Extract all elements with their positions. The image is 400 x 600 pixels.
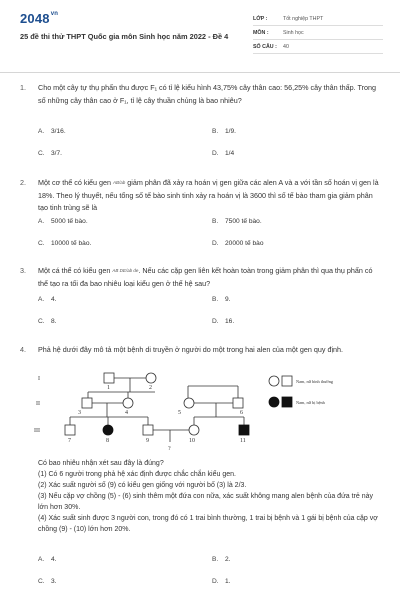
option-text: 3/16. xyxy=(51,128,66,135)
meta-row-count xyxy=(253,40,383,54)
legend-female-affected-icon xyxy=(269,397,279,407)
statement-2: (2) Xác suất người số (9) có kiểu gen giống với người bố (3) là 2/3. xyxy=(38,482,247,489)
genotype-fraction: AB DE/ab de xyxy=(112,268,139,273)
meta-key: SỐ CÂU : xyxy=(253,43,277,50)
option-label: A. xyxy=(38,556,45,563)
question-3 xyxy=(20,265,382,290)
option-b[interactable] xyxy=(212,218,262,225)
pedigree-chart xyxy=(28,362,378,452)
pedigree-id: 9 xyxy=(146,438,149,444)
logo-suffix: vn xyxy=(50,11,59,17)
option-text: 8. xyxy=(51,318,57,325)
option-text: 1/9. xyxy=(225,128,236,135)
option-label: D. xyxy=(212,578,219,585)
question-text xyxy=(38,177,382,215)
option-a[interactable] xyxy=(38,296,57,303)
meta-key: MÔN : xyxy=(253,29,269,36)
pedigree-id: 5 xyxy=(178,410,181,416)
option-text: 2. xyxy=(225,556,231,563)
option-text: 10000 tế bào. xyxy=(51,240,92,247)
pedigree-id: 10 xyxy=(189,438,195,444)
meta-value: Tốt nghiệp THPT xyxy=(283,15,324,22)
option-d[interactable] xyxy=(212,240,264,247)
option-label: A. xyxy=(38,296,45,303)
option-label: B. xyxy=(212,128,219,135)
header xyxy=(0,0,400,62)
option-label: D. xyxy=(212,150,219,157)
option-text: 1/4 xyxy=(225,150,235,157)
site-logo[interactable] xyxy=(20,11,58,26)
pedigree-id: 6 xyxy=(240,410,243,416)
question-text-part: . Nếu các cặp gen liên kết hoàn toàn trong giảm phân thì qua thụ phấn có thể tạo ra tối đa bao nhiêu loại kiểu gen ở thế hệ sau? xyxy=(38,266,373,288)
exam-title: 25 đề thi thử THPT Quốc gia môn Sinh học năm 2022 - Đề 4 xyxy=(20,32,229,41)
option-b[interactable] xyxy=(212,128,236,135)
pedigree-female-4 xyxy=(123,398,133,408)
statement-prompt: Có bao nhiêu nhận xét sau đây là đúng? xyxy=(38,460,164,467)
pedigree-male-11 xyxy=(239,425,249,435)
option-c[interactable] xyxy=(38,318,57,325)
pedigree-male-6 xyxy=(233,398,243,408)
option-c[interactable] xyxy=(38,150,62,157)
legend-male-normal-icon xyxy=(282,376,292,386)
option-text: 4. xyxy=(51,556,57,563)
genotype-fraction: AB/ab xyxy=(113,180,126,185)
pedigree-id: 2 xyxy=(149,385,152,391)
pedigree-id: 8 xyxy=(106,438,109,444)
question-text: Phả hệ dưới đây mô tả một bệnh di truyền ở người do một trong hai alen của một gen quy định. xyxy=(38,345,344,354)
pedigree-male-9 xyxy=(143,425,153,435)
option-label: B. xyxy=(212,296,219,303)
question-text-part: giảm phân đã xảy ra hoán vị gen giữa các alen A và a với tần số hoán vị gen là 18%. Theo lý thuyết, nếu tổng số tế bào sinh tinh xảy ra hoán vị là 3600 thì số tế bào tham gia giảm phân tạo tinh trùng sẽ là xyxy=(38,178,379,212)
meta-value: Sinh học xyxy=(283,29,304,36)
option-text: 9. xyxy=(225,296,231,303)
option-text: 5000 tế bào. xyxy=(51,218,88,225)
logo-text: 2048 xyxy=(20,11,50,26)
statement-3: (3) Nếu cặp vợ chồng (5) - (6) sinh thêm một đứa con nữa, xác suất không mang alen bệnh của đứa trẻ này lớn hơn 30%. xyxy=(38,493,373,511)
option-text: 16. xyxy=(225,318,235,325)
option-a[interactable] xyxy=(38,218,88,225)
option-text: 1. xyxy=(225,578,231,585)
option-d[interactable] xyxy=(212,318,234,325)
question-1 xyxy=(20,82,382,107)
option-label: C. xyxy=(38,240,45,247)
question-4-statements xyxy=(38,458,383,535)
meta-value: 40 xyxy=(283,43,289,50)
question-number: 2. xyxy=(20,178,26,187)
option-c[interactable] xyxy=(38,578,57,585)
option-text: 7500 tế bào. xyxy=(225,218,262,225)
pedigree-male-7 xyxy=(65,425,75,435)
option-text: 20000 tế bào xyxy=(225,240,264,247)
question-text-part: Một cơ thể có kiểu gen xyxy=(38,178,114,187)
option-label: B. xyxy=(212,218,219,225)
question-number: 3. xyxy=(20,266,26,275)
option-label: C. xyxy=(38,150,45,157)
pedigree-unknown: ? xyxy=(168,446,171,452)
pedigree-female-8 xyxy=(103,425,113,435)
pedigree-male-3 xyxy=(82,398,92,408)
generation-label-2: II xyxy=(36,401,40,407)
exam-meta xyxy=(253,12,383,54)
pedigree-id: 3 xyxy=(78,410,81,416)
option-a[interactable] xyxy=(38,128,66,135)
option-c[interactable] xyxy=(38,240,91,247)
question-number: 1. xyxy=(20,83,26,92)
option-label: D. xyxy=(212,318,219,325)
legend-female-normal-icon xyxy=(269,376,279,386)
option-label: A. xyxy=(38,218,45,225)
option-d[interactable] xyxy=(212,150,234,157)
generation-label-3: III xyxy=(34,428,40,434)
pedigree-male-1 xyxy=(104,373,114,383)
meta-row-subject xyxy=(253,26,383,40)
legend-male-affected-icon xyxy=(282,397,292,407)
legend-normal-label: Nam, nữ bình thường xyxy=(296,379,334,384)
question-2 xyxy=(20,177,382,215)
pedigree-female-2 xyxy=(146,373,156,383)
pedigree-female-5 xyxy=(184,398,194,408)
option-label: B. xyxy=(212,556,219,563)
option-b[interactable] xyxy=(212,556,231,563)
pedigree-id: 7 xyxy=(68,438,71,444)
question-number: 4. xyxy=(20,345,26,354)
pedigree-id: 1 xyxy=(107,385,110,391)
generation-label-1: I xyxy=(38,376,40,382)
question-text-part: Một cá thể có kiểu gen xyxy=(38,266,113,275)
header-divider xyxy=(0,72,400,73)
pedigree-id: 11 xyxy=(240,438,246,444)
option-label: C. xyxy=(38,578,45,585)
meta-key: LỚP : xyxy=(253,15,268,22)
option-d[interactable] xyxy=(212,578,231,585)
option-text: 3. xyxy=(51,578,57,585)
option-text: 3/7. xyxy=(51,150,62,157)
statement-1: (1) Có 6 người trong phả hệ xác định được chắc chắn kiểu gen. xyxy=(38,471,236,478)
pedigree-id: 4 xyxy=(125,410,128,416)
question-text xyxy=(38,265,382,290)
option-label: C. xyxy=(38,318,45,325)
question-text: Cho một cây tự thụ phấn thu được F₁ có tỉ lệ kiểu hình 43,75% cây thân cao: 56,25% cây thân thấp. Trong số những cây thân cao ở F₁, tỉ lệ cây thuần chủng là bao nhiêu? xyxy=(38,83,377,105)
option-text: 4. xyxy=(51,296,57,303)
question-4 xyxy=(20,344,382,357)
legend-affected-label: Nam, nữ bị bệnh xyxy=(296,400,325,405)
option-label: D. xyxy=(212,240,219,247)
meta-row-class xyxy=(253,12,383,26)
option-label: A. xyxy=(38,128,45,135)
option-b[interactable] xyxy=(212,296,231,303)
statement-4: (4) Xác suất sinh được 3 người con, trong đó có 1 trai bình thường, 1 trai bị bệnh và 1 gái bị bệnh của cặp vợ chồng (9) - (10) lớn hơn 20%. xyxy=(38,515,378,533)
pedigree-female-10 xyxy=(189,425,199,435)
option-a[interactable] xyxy=(38,556,57,563)
